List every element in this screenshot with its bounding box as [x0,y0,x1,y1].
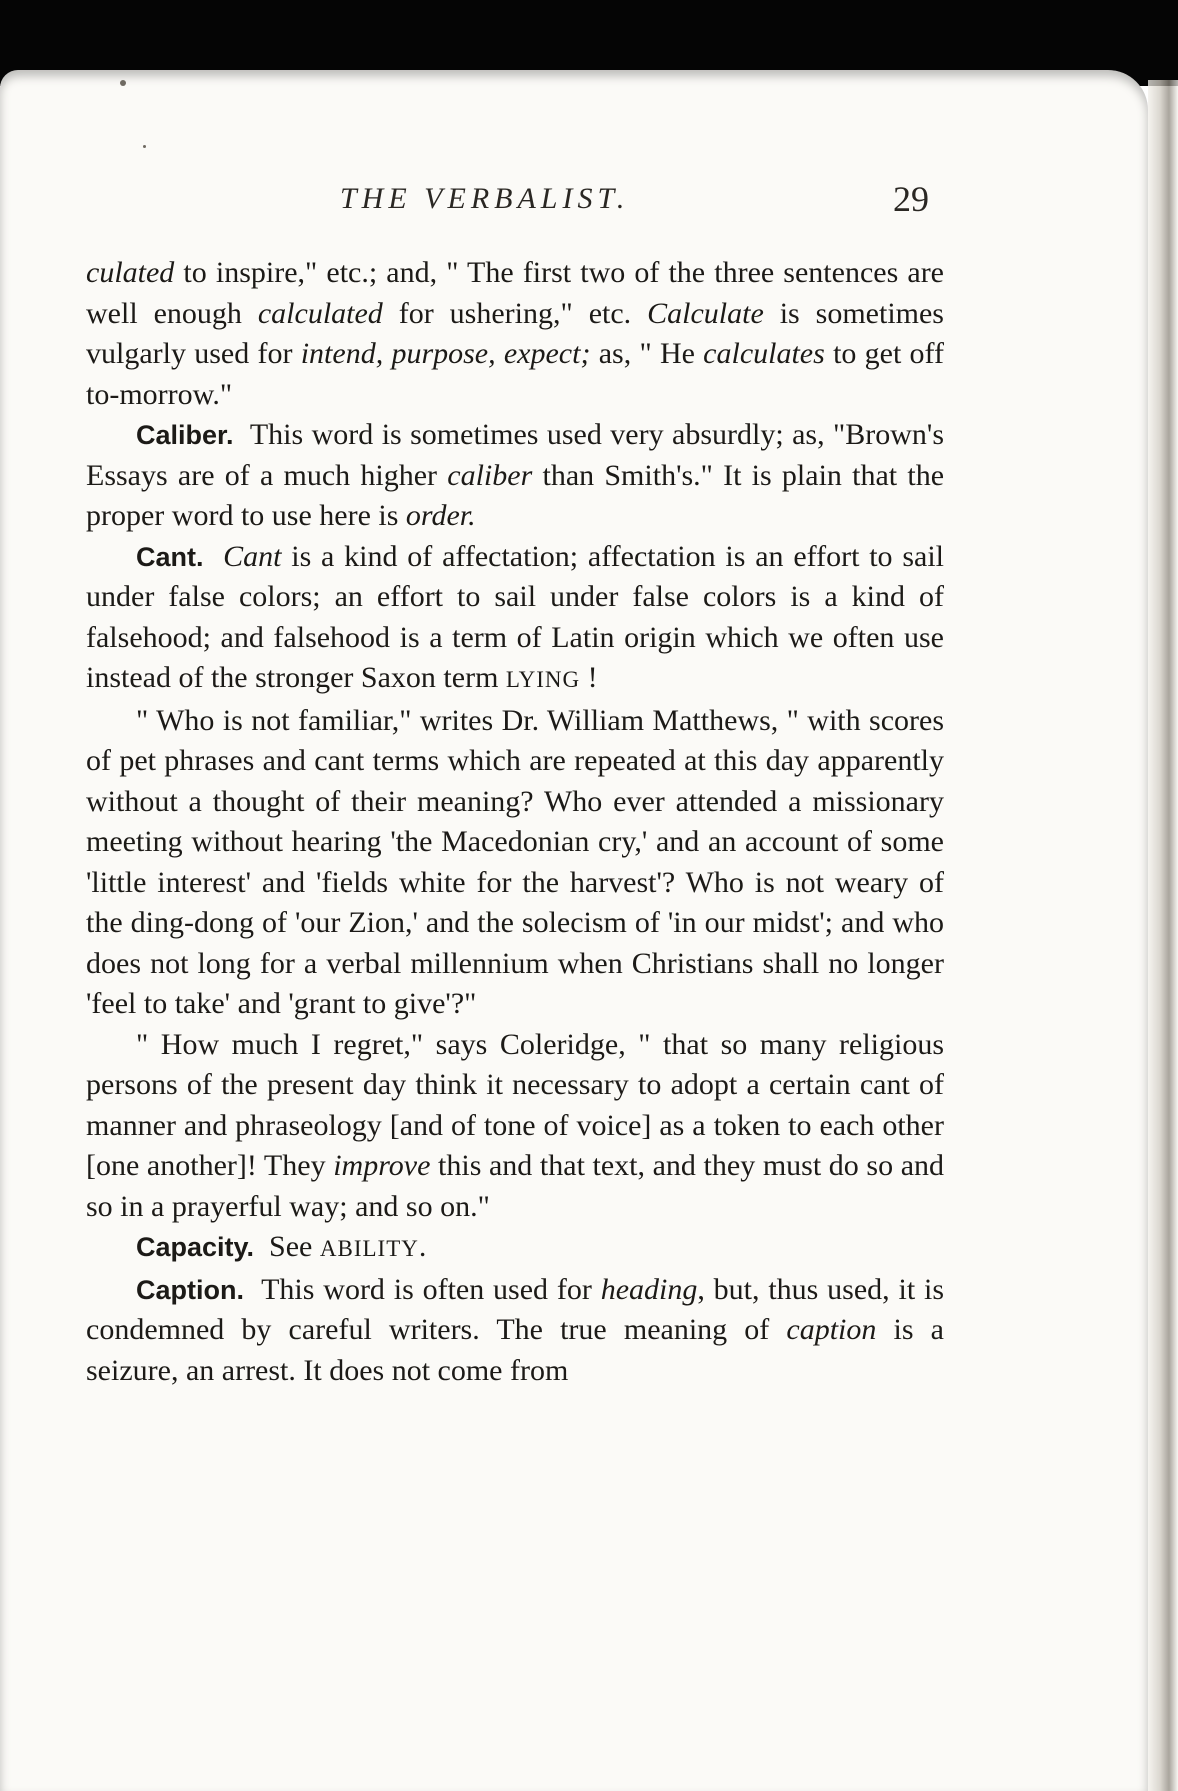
headword: Cant. [136,541,204,572]
text-run: is a seizure, an arrest. It does not come from [86,1313,944,1387]
text-run: heading [600,1272,698,1306]
text-run: order. [405,499,476,532]
text-run: calculated [257,296,383,330]
ink-speck [120,80,126,86]
text-run: See [254,1230,320,1263]
text-run: This word is often used for [244,1272,601,1306]
entry-capacity [86,1227,944,1270]
text-run: , but, thus used, it is condemned by careful writers. The true meaning of [86,1272,944,1346]
page-header [0,178,1178,228]
text-run: to get off to-morrow." [86,337,944,411]
text-run: to inspire," etc.; and, " The first two of the three sentences are well enough [86,256,944,330]
ink-speck [143,145,146,148]
text-run [204,540,224,573]
page-body [86,253,952,1391]
text-run: as, " He [590,337,704,370]
text-run: This word is sometimes used very absurdly; as, "Brown's Essays are of a much higher [86,418,952,492]
headword: Caliber. [136,420,234,450]
text-run: calculates [703,337,825,370]
text-run: " Who is not familiar," writes Dr. William Matthews, " with scores of pet phrases and cant terms which are repeated at this day apparently without a thought of their meaning? Who ever attended a missionary meeting without hearing 'the Macedonian cry,' and an account of some 'little interest' and 'fields white for the harvest'? Who is not weary of the ding-dong of 'our Zion,' and the solecism of 'in our midst'; and who does not long for a verbal millennium when Christians shall no longer 'feel to take' and 'grant to give'?" [86,703,944,1020]
text-run: than Smith's." It is plain that the proper word to use here is [86,458,945,532]
text-run: this and that text, and they must do so and so in a prayerful way; and so on." [86,1149,945,1223]
text-run: intend, purpose, expect; [300,337,591,370]
text-run: Calculate [647,296,764,330]
text-run: Cant [223,539,282,573]
quote-matthews [86,701,944,1025]
quote-coleridge [86,1025,944,1228]
running-title: THE VERBALIST. [340,182,630,215]
text-run: ! [580,661,598,694]
text-run: caliber [447,458,533,492]
headword: Capacity. [136,1232,255,1262]
small-caps-run: LYING [505,667,581,692]
entry-cant [86,537,944,701]
paragraph [86,253,944,415]
text-run: " How much I regret," says Coleridge, " that so many religious persons of the present day think it necessary to adopt a certain cant of manner and phraseology [and of tone of voice] as a token to each other [one another]! They [86,1027,944,1182]
entry-caption [86,1270,944,1392]
text-run: improve [333,1149,431,1182]
text-run: is a kind of affectation; affectation is an effort to sail under false colors; an effort to sail under false colors is a kind of falsehood; and falsehood is a term of Latin origin which we often use instead of the stronger Saxon term [86,539,945,694]
text-run: culated [86,256,175,289]
page-edge-shadow [1148,80,1178,1791]
text-run: is sometimes vulgarly used for [86,296,944,370]
small-caps-run: ABILITY [319,1236,419,1261]
entry-caliber [86,415,952,537]
headword: Caption. [136,1274,244,1305]
text-run: . [418,1230,427,1263]
page-number: 29 [893,179,929,219]
text-run: for ushering," etc. [382,296,648,330]
text-run: caption [786,1313,877,1346]
